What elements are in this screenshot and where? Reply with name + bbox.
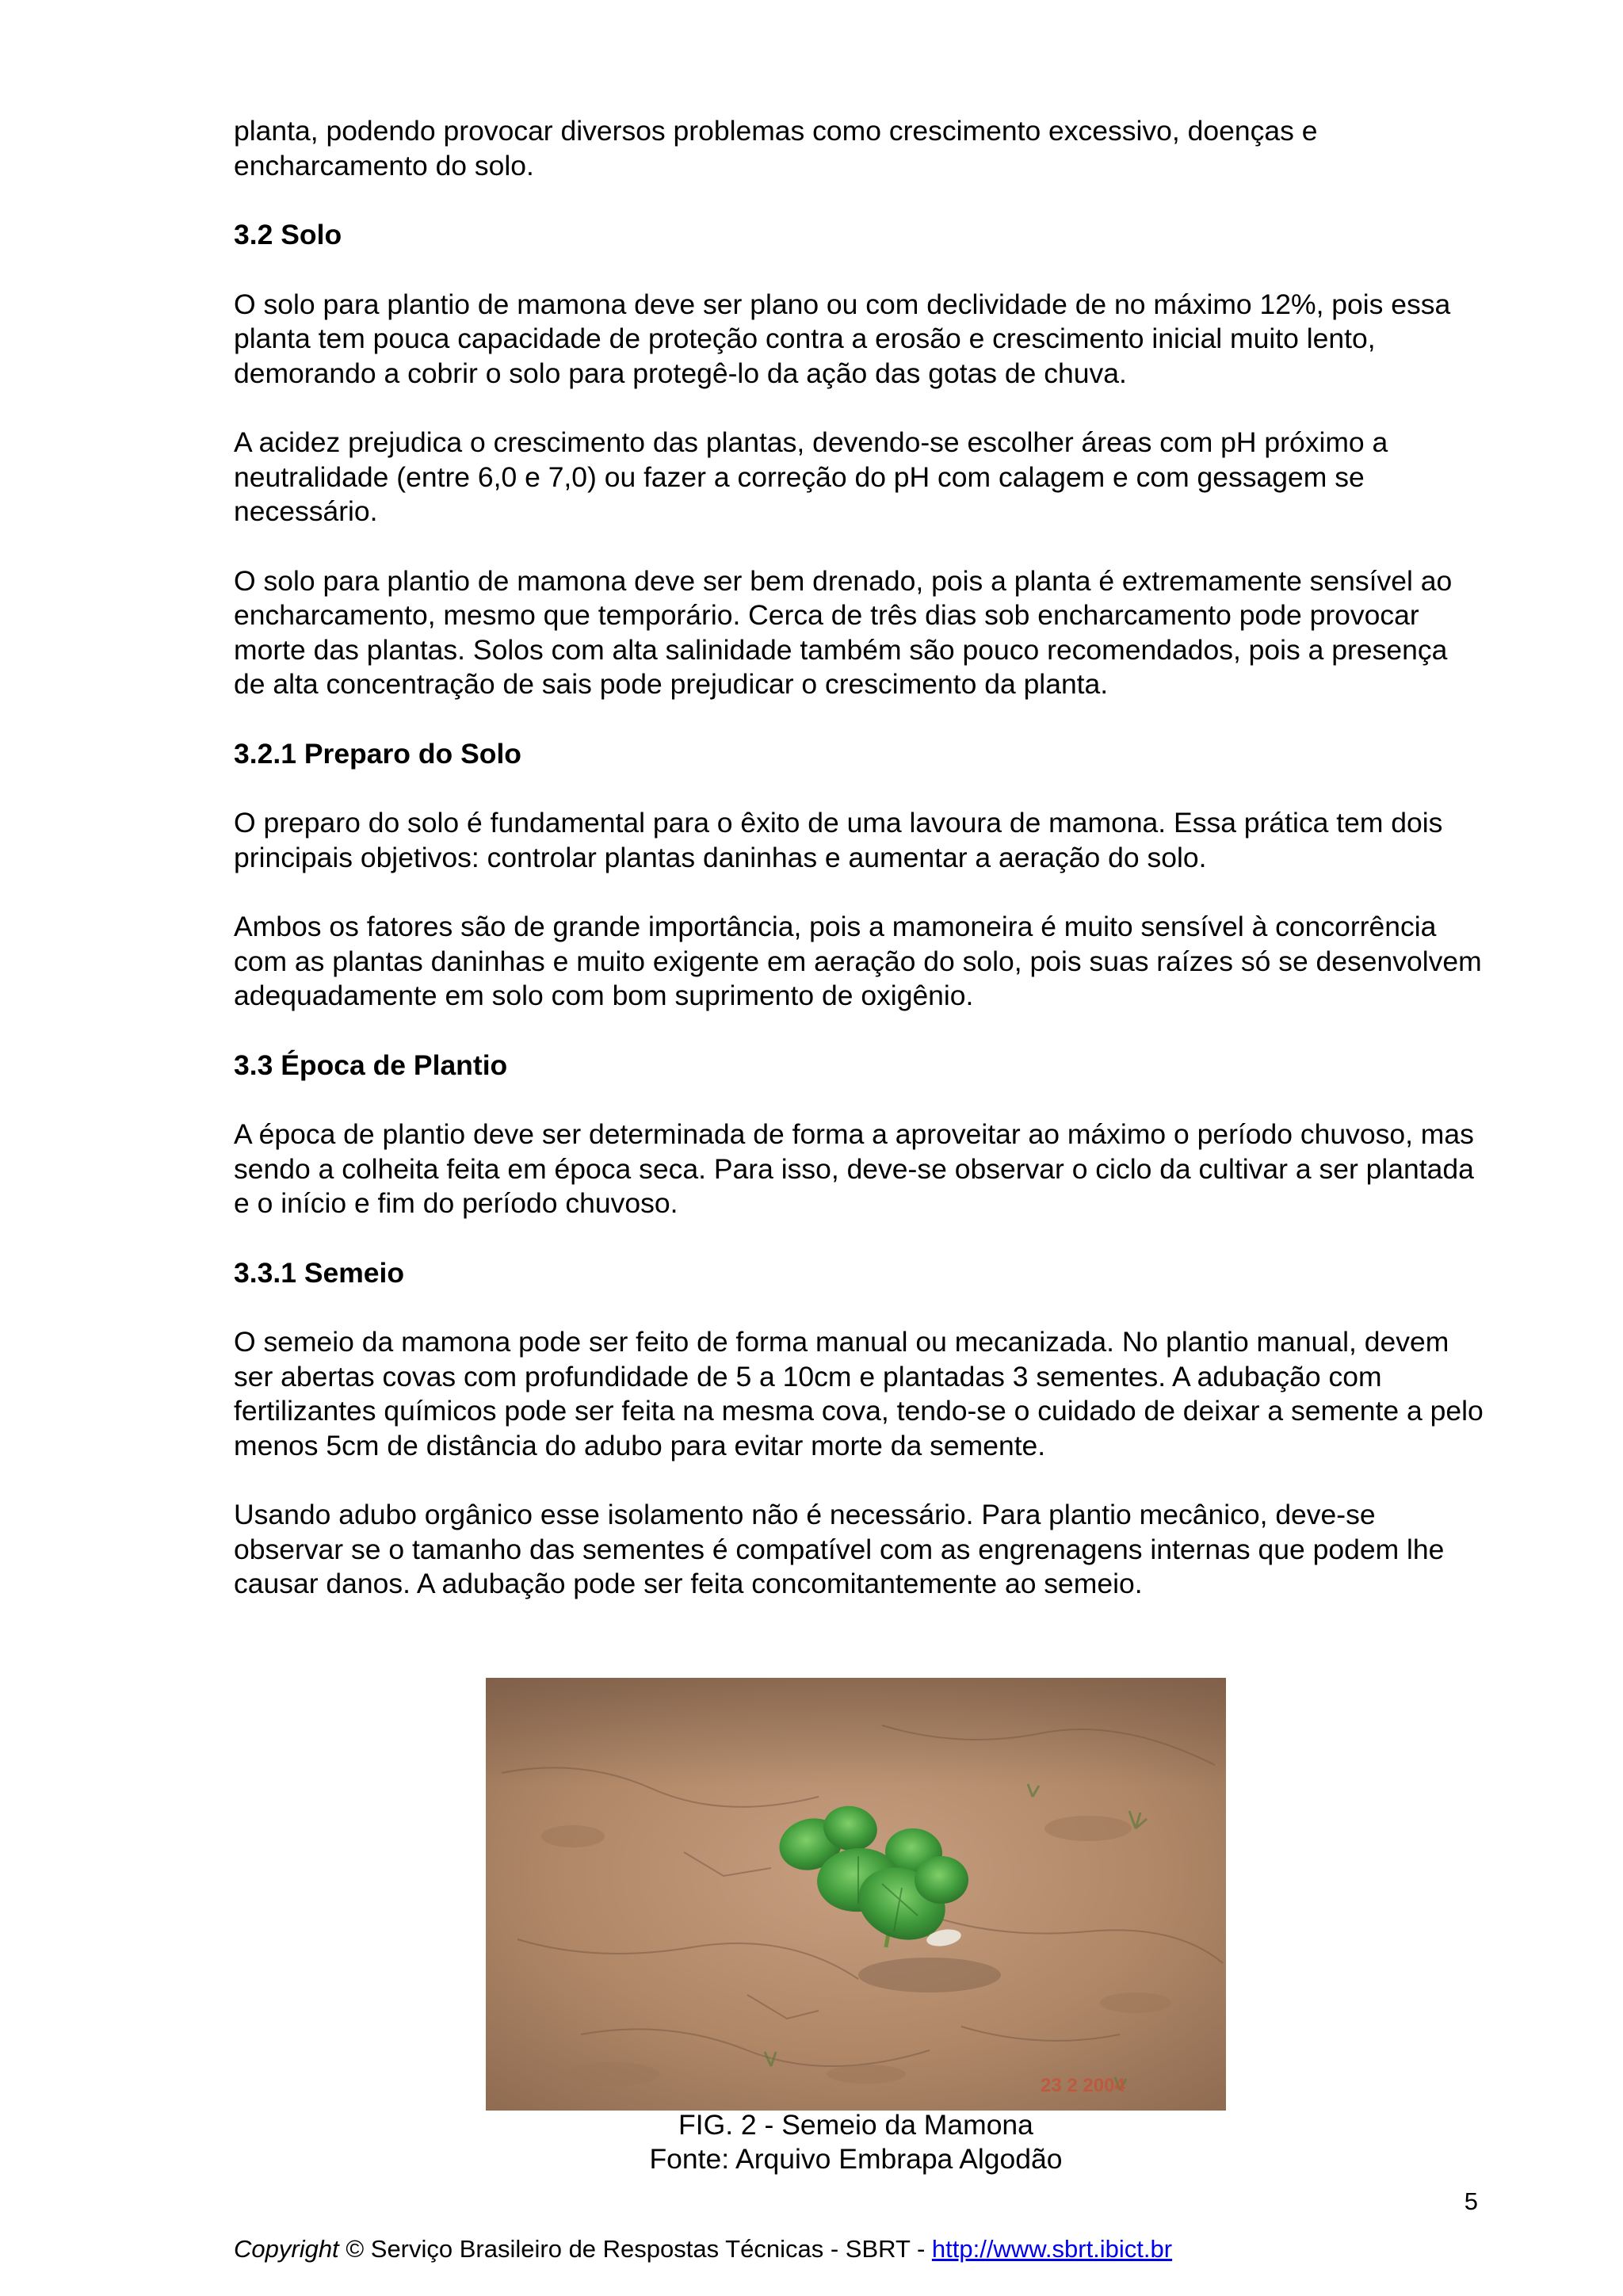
section-heading-preparo-do-solo: 3.2.1 Preparo do Solo: [234, 737, 521, 770]
sbrt-link[interactable]: http://www.sbrt.ibict.br: [931, 2235, 1173, 2263]
section-heading-epoca-de-plantio: 3.3 Época de Plantio: [234, 1049, 508, 1081]
document-body: [234, 114, 1486, 1637]
paragraph: A acidez prejudica o crescimento das plantas, devendo-se escolher áreas com pH próximo a neutralidade (entre 6,0 e 7,0) ou fazer a correção do pH com calagem e com gessagem se necessário.: [234, 426, 1388, 527]
section-heading-solo: 3.2 Solo: [234, 219, 342, 250]
section-heading-semeio: 3.3.1 Semeio: [234, 1256, 405, 1289]
seedling-photo: [486, 1678, 1226, 2111]
paragraph: O solo para plantio de mamona deve ser bem drenado, pois a planta é extremamente sensível ao encharcamento, mesmo que temporário. Cerca de três dias sob encharcamento pode provocar morte das plantas. Solos com alta salinidade também são pouco recomendados, pois a presença de alta concentração de sais pode prejudicar o crescimento da planta.: [234, 564, 1453, 700]
paragraph: planta, podendo provocar diversos problemas como crescimento excessivo, doenças e encharcamento do solo.: [234, 115, 1318, 181]
paragraph: A época de plantio deve ser determinada de forma a aproveitar ao máximo o período chuvoso, mas sendo a colheita feita em época seca. Para isso, deve-se observar o ciclo da cultivar a ser plantada e o início e fim do período chuvoso.: [234, 1118, 1474, 1219]
copyright-label: Copyright: [234, 2235, 339, 2263]
figure-photo-semeio: [486, 1678, 1226, 2111]
page-footer: [234, 2233, 1172, 2265]
paragraph: O solo para plantio de mamona deve ser plano ou com declividade de no máximo 12%, pois essa planta tem pouca capacidade de proteção contra a erosão e crescimento inicial muito lento, demorando a cobrir o solo para protegê-lo da ação das gotas de chuva.: [234, 288, 1451, 389]
figure-source: Fonte: Arquivo Embrapa Algodão: [649, 2143, 1063, 2175]
paragraph: Ambos os fatores são de grande importância, pois a mamoneira é muito sensível à concorrência com as plantas daninhas e muito exigente em aeração do solo, pois suas raízes só se desenvolvem adequadamente em solo com bom suprimento de oxigênio.: [234, 911, 1482, 1011]
page-number: 5: [1464, 2187, 1478, 2215]
photo-date-stamp: 23 2 2004: [1041, 2075, 1125, 2096]
paragraph: O preparo do solo é fundamental para o êxito de uma lavoura de mamona. Essa prática tem dois principais objetivos: controlar plantas daninhas e aumentar a aeração do solo.: [234, 807, 1443, 873]
copyright-text: © Serviço Brasileiro de Respostas Técnicas - SBRT -: [346, 2235, 926, 2263]
paragraph: Usando adubo orgânico esse isolamento não é necessário. Para plantio mecânico, deve-se observar se o tamanho das sementes é compatível com as engrenagens internas que podem lhe causar danos. A adubação pode ser feita concomitantemente ao semeio.: [234, 1499, 1445, 1599]
figure-caption: FIG. 2 - Semeio da Mamona: [678, 2109, 1033, 2141]
paragraph: O semeio da mamona pode ser feito de forma manual ou mecanizada. No plantio manual, devem ser abertas covas com profundidade de 5 a 10cm e plantadas 3 sementes. A adubação com fertilizantes químicos pode ser feita na mesma cova, tendo-se o cuidado de deixar a semente a pelo menos 5cm de distância do adubo para evitar morte da semente.: [234, 1326, 1484, 1461]
